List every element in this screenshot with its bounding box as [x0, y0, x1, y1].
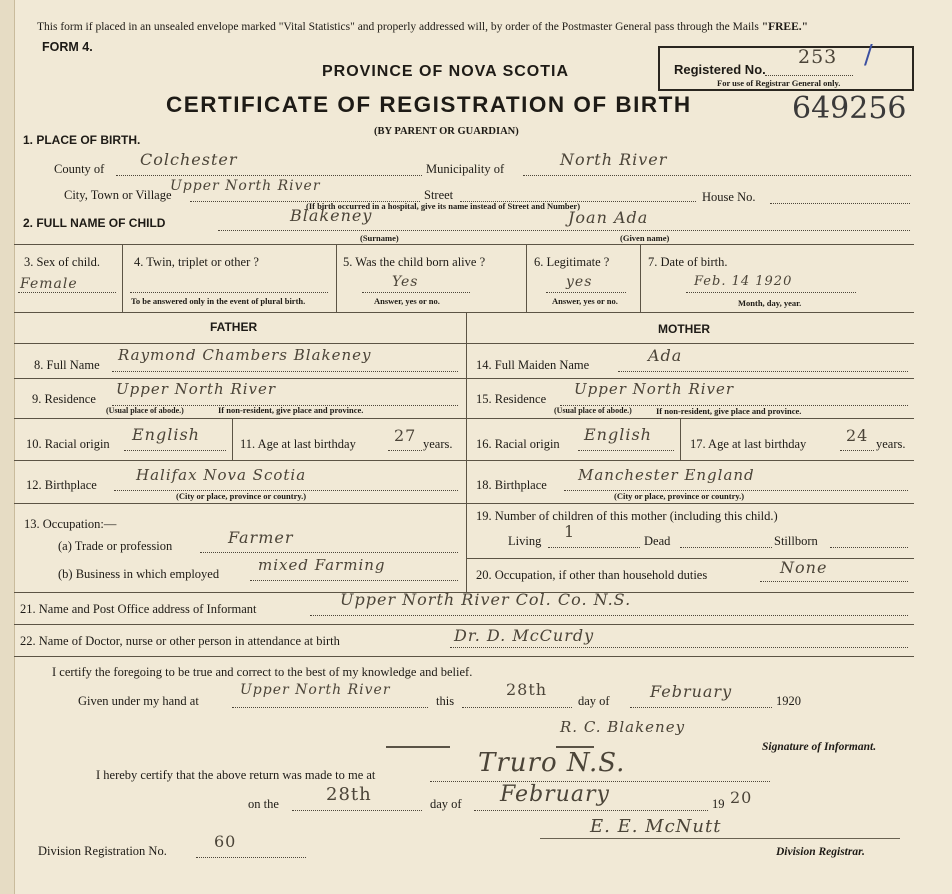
- city-label: City, Town or Village: [64, 188, 172, 202]
- mother-birthplace-caption: (City or place, province or country.): [614, 491, 745, 501]
- mother-occupation-label: 20. Occupation, if other than household duties: [476, 568, 708, 582]
- city-value: Upper North River: [170, 178, 321, 194]
- mother-age-label: 17. Age at last birthday: [690, 437, 807, 451]
- mother-racial-label: 16. Racial origin: [476, 437, 560, 451]
- father-birthplace-label: 12. Birthplace: [26, 478, 97, 492]
- doctor-label: 22. Name of Doctor, nurse or other person in attendance at birth: [20, 634, 340, 648]
- father-residence-value: Upper North River: [116, 380, 277, 398]
- mother-heading: MOTHER: [658, 322, 710, 336]
- father-name-label: 8. Full Name: [34, 358, 100, 372]
- mother-birthplace-label: 18. Birthplace: [476, 478, 547, 492]
- legitimate-label: 6. Legitimate ?: [534, 255, 610, 269]
- father-birthplace-caption: (City or place, province or country.): [176, 491, 307, 501]
- trade-label: (a) Trade or profession: [58, 539, 173, 553]
- street-label: Street: [424, 188, 454, 202]
- child-surname: Blakeney: [290, 206, 373, 225]
- living-value: 1: [564, 522, 576, 541]
- given-place-value: Upper North River: [240, 682, 391, 698]
- informant-signature-caption: Signature of Informant.: [762, 741, 877, 753]
- stamp-number: 649256: [792, 91, 907, 126]
- registered-number: 253: [798, 46, 838, 68]
- municipality-value: North River: [560, 150, 668, 169]
- certify-statement: I certify the foregoing to be true and correct to the best of my knowledge and belief.: [52, 665, 473, 679]
- father-birthplace-value: Halifax Nova Scotia: [136, 466, 307, 484]
- stillborn-label: Stillborn: [774, 534, 818, 548]
- born-alive-caption: Answer, yes or no.: [374, 296, 440, 306]
- signature-dash: [386, 746, 450, 748]
- father-heading: FATHER: [210, 320, 258, 334]
- sex-label: 3. Sex of child.: [24, 255, 101, 269]
- registrar-general-note: For use of Registrar General only.: [717, 78, 841, 88]
- date-of-birth-value: Feb. 14 1920: [694, 274, 793, 289]
- division-registrar-caption: Division Registrar.: [776, 846, 865, 858]
- registrar-signature: E. E. McNutt: [590, 816, 722, 837]
- informant-label: 21. Name and Post Office address of Informant: [20, 602, 257, 616]
- province-heading: PROVINCE OF NOVA SCOTIA: [322, 63, 570, 80]
- return-day-of-label: day of: [430, 797, 462, 811]
- father-name-value: Raymond Chambers Blakeney: [118, 346, 372, 364]
- father-age-label: 11. Age at last birthday: [240, 437, 356, 451]
- father-age-value: 27: [394, 426, 417, 445]
- mail-notice: This form if placed in an unsealed envelope marked "Vital Statistics" and properly addressed will, by order of the Postmaster General pass through the Mails "FREE.": [37, 21, 809, 33]
- certificate-subtitle: (BY PARENT OR GUARDIAN): [374, 126, 519, 137]
- father-years-label: years.: [423, 437, 453, 451]
- mother-residence-value: Upper North River: [574, 380, 735, 398]
- mother-occupation-value: None: [780, 558, 828, 577]
- father-residence-label: 9. Residence: [32, 392, 96, 406]
- born-alive-value: Yes: [392, 274, 419, 290]
- date-of-birth-caption: Month, day, year.: [738, 298, 802, 308]
- mother-residence-caption: (Usual place of abode.): [554, 406, 632, 415]
- return-year-prefix: 19: [712, 797, 725, 811]
- mother-racial-value: English: [584, 425, 652, 444]
- mother-nonresident-note: If non-resident, give place and province.: [656, 406, 802, 416]
- father-residence-caption: (Usual place of abode.): [106, 406, 184, 415]
- registered-label: Registered No.: [674, 62, 766, 77]
- legitimate-caption: Answer, yes or no.: [552, 296, 618, 306]
- mail-free: "FREE.": [761, 21, 809, 33]
- form-number: FORM 4.: [42, 40, 93, 54]
- born-alive-label: 5. Was the child born alive ?: [343, 255, 486, 269]
- informant-signature: R. C. Blakeney: [560, 718, 686, 736]
- date-of-birth-label: 7. Date of birth.: [648, 255, 728, 269]
- binding-edge: [0, 0, 15, 894]
- given-year-value: 1920: [776, 694, 801, 708]
- mother-residence-label: 15. Residence: [476, 392, 547, 406]
- county-value: Colchester: [140, 150, 238, 169]
- given-under-label: Given under my hand at: [78, 694, 199, 708]
- mother-name-label: 14. Full Maiden Name: [476, 358, 590, 372]
- doctor-value: Dr. D. McCurdy: [454, 626, 595, 645]
- dead-label: Dead: [644, 534, 671, 548]
- father-racial-label: 10. Racial origin: [26, 437, 110, 451]
- informant-value: Upper North River Col. Co. N.S.: [340, 590, 632, 609]
- children-count-label: 19. Number of children of this mother (including this child.): [476, 509, 778, 523]
- given-month-value: February: [650, 682, 733, 701]
- given-name-caption: (Given name): [620, 233, 670, 243]
- on-the-label: on the: [248, 797, 279, 811]
- mother-years-label: years.: [876, 437, 906, 451]
- day-of-label: day of: [578, 694, 610, 708]
- legitimate-value: yes: [566, 274, 593, 290]
- child-given-name: Joan Ada: [568, 208, 649, 227]
- return-year-value: 20: [730, 788, 753, 807]
- mother-name-value: Ada: [648, 346, 683, 365]
- living-label: Living: [508, 534, 542, 548]
- this-label: this: [436, 694, 455, 708]
- surname-caption: (Surname): [360, 233, 399, 243]
- check-mark-icon: /: [864, 40, 874, 70]
- sex-value: Female: [20, 276, 78, 292]
- child-name-label: 2. FULL NAME OF CHILD: [23, 216, 166, 230]
- municipality-label: Municipality of: [426, 162, 505, 176]
- mother-age-value: 24: [846, 426, 869, 445]
- place-of-birth-heading: 1. PLACE OF BIRTH.: [23, 133, 141, 147]
- given-day-value: 28th: [506, 680, 548, 699]
- business-label: (b) Business in which employed: [58, 567, 220, 581]
- father-racial-value: English: [132, 425, 200, 444]
- father-nonresident-note: If non-resident, give place and province.: [218, 405, 364, 415]
- trade-value: Farmer: [228, 528, 294, 547]
- division-number-label: Division Registration No.: [38, 844, 167, 858]
- house-number-label: House No.: [702, 190, 756, 204]
- business-value: mixed Farming: [258, 556, 386, 574]
- father-occupation-label: 13. Occupation:—: [24, 517, 117, 531]
- mother-birthplace-value: Manchester England: [578, 466, 755, 484]
- return-label: I hereby certify that the above return was made to me at: [96, 768, 376, 782]
- twin-note: To be answered only in the event of plural birth.: [131, 296, 306, 306]
- county-label: County of: [54, 162, 105, 176]
- return-month-value: February: [500, 782, 610, 807]
- return-day-value: 28th: [326, 784, 372, 805]
- certificate-title: CERTIFICATE OF REGISTRATION OF BIRTH: [166, 92, 692, 117]
- division-number-value: 60: [214, 832, 237, 851]
- street-note: (If birth occurred in a hospital, give its name instead of Street and Number): [306, 201, 581, 211]
- return-place-value: Truro N.S.: [478, 748, 626, 778]
- twin-label: 4. Twin, triplet or other ?: [134, 255, 259, 269]
